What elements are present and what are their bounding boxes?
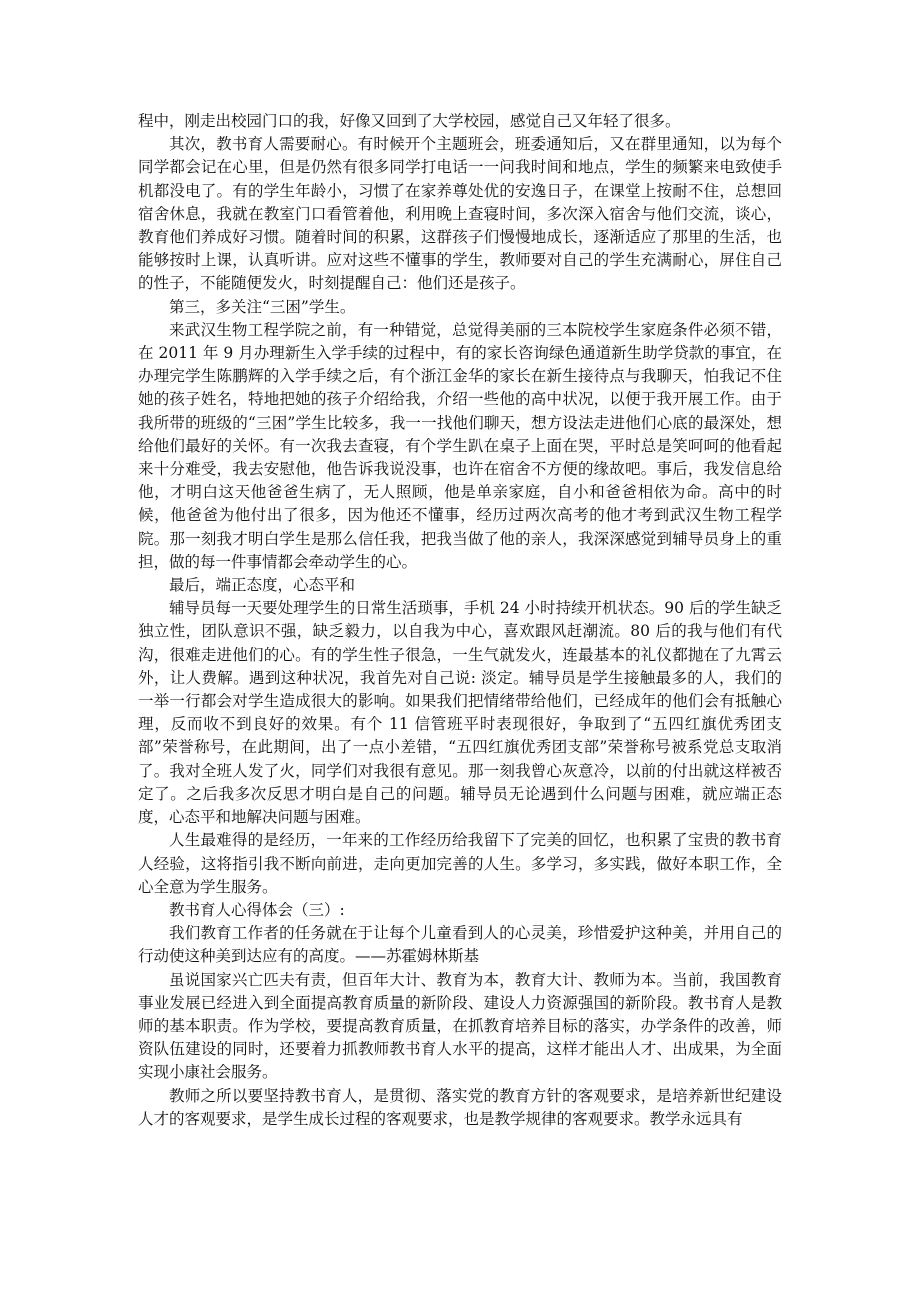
- paragraph-patience: 其次，教书育人需要耐心。有时候开个主题班会，班委通知后，又在群里通知，以为每个同学都会记在心里，但是仍然有很多同学打电话一一问我时间和地点，学生的频繁来电致使手机都没电了。有的学生年龄小，习惯了在家养尊处优的安逸日子，在课堂上按耐不住，总想回宿舍休息，我就在教室门口看管着他，利用晚上查寝时间，多次深入宿舍与他们交流，谈心，教育他们养成好习惯。随着时间的积累，这群孩子们慢慢地成长，逐渐适应了那里的生活，也能够按时上课，认真听讲。应对这些不懂事的学生，教师要对自己的学生充满耐心，屏住自己的性子，不能随便发火，时刻提醒自己：他们还是孩子。: [138, 135, 782, 293]
- paragraph-continuation: 程中，刚走出校园门口的我，好像又回到了大学校园，感觉自己又年轻了很多。: [138, 112, 681, 130]
- paragraph-country: 虽说国家兴亡匹夫有责，但百年大计、教育为本，教育大计、教师为本。当前，我国教育事业发展已经进入到全面提高教育质量的新阶段、建设人力资源强国的新阶段。教书育人是教师的基本职责。作为学校，要提高教育质量，在抓教育培养目标的落实，办学条件的改善，师资队伍建设的同时，还要着力抓教师教书育人水平的提高，这样才能出人才、出成果，为全面实现小康社会服务。: [138, 970, 782, 1082]
- section-title: 教书育人心得体会（三）:: [169, 900, 345, 919]
- paragraph-last-heading: 最后，端正态度，心态平和: [169, 576, 356, 595]
- document-page: [138, 110, 782, 1131]
- paragraph-third-heading: 第三，多关注“三困”学生。: [169, 297, 356, 316]
- paragraph-summary: 人生最难得的是经历，一年来的工作经历给我留下了完美的回忆，也积累了宝贵的教书育人经验，这将指引我不断向前进，走向更加完善的人生。多学习，多实践，做好本职工作，全心全意为学生服务。: [138, 831, 782, 896]
- paragraph-last-body: 辅导员每一天要处理学生的日常生活琐事，手机 24 小时持续开机状态。90 后的学生缺乏独立性，团队意识不强，缺乏毅力，以自我为中心，喜欢跟风赶潮流。80 后的我与他们有代沟，很难走进他们的心。有的学生性子很急，一生气就发火，连最基本的礼仪都抛在了九霄云外，让人费解。遇到这种状况，我首先对自己说: 淡定。辅导员是学生接触最多的人，我们的一举一行都会对学生造成很大的影响。如果我们把情绪带给他们，已经成年的他们会有抵触心理，反而收不到良好的效果。有个 11 信管班平时表现很好，争取到了“五四红旗优秀团支部”荣誉称号，在此期间，出了一点小差错，“五四红旗优秀团支部”荣誉称号被系党总支取消了。我对全班人发了火，同学们对我很有意见。那一刻我曾心灰意冷，以前的付出就这样被否定了。之后我多次反思才明白是自己的问题。辅导员无论遇到什么问题与困难，就应端正态度，心态平和地解决问题与困难。: [138, 599, 782, 827]
- paragraph-third-body: 来武汉生物工程学院之前，有一种错觉，总觉得美丽的三本院校学生家庭条件必须不错，在 2011 年 9 月办理新生入学手续的过程中，有的家长咨询绿色通道新生助学贷款的事宜，在办理完学生陈鹏辉的入学手续之后，有个浙江金华的家长在新生接待点与我聊天，怕我记不住她的孩子姓名，特地把她的孩子介绍给我，介绍一些他的高中状况，以便于我开展工作。由于我所带的班级的“三困”学生比较多，我一一找他们聊天，想方设法走进他们心底的最深处，想给他们最好的关怀。有一次我去查寝，有个学生趴在桌子上面在哭，平时总是笑呵呵的他看起来十分难受，我去安慰他，他告诉我说没事，也许在宿舍不方便的缘故吧。事后，我发信息给他，才明白这天他爸爸生病了，无人照顾，他是单亲家庭，自小和爸爸相依为命。高中的时候，他爸爸为他付出了很多，因为他还不懂事，经历过两次高考的他才考到武汉生物工程学院。那一刻我才明白学生是那么信任我，把我当做了他的亲人，我深深感觉到辅导员身上的重担，做的每一件事情都会牵动学生的心。: [138, 320, 782, 571]
- paragraph-quote: 我们教育工作者的任务就在于让每个儿童看到人的心灵美，珍惜爱护这种美，并用自己的行动使这种美到达应有的高度。——苏霍姆林斯基: [138, 924, 782, 966]
- paragraph-teacher: 教师之所以要坚持教书育人，是贯彻、落实党的教育方针的客观要求，是培养新世纪建设人才的客观要求，是学生成长过程的客观要求，也是教学规律的客观要求。教学永远具有: [138, 1086, 782, 1128]
